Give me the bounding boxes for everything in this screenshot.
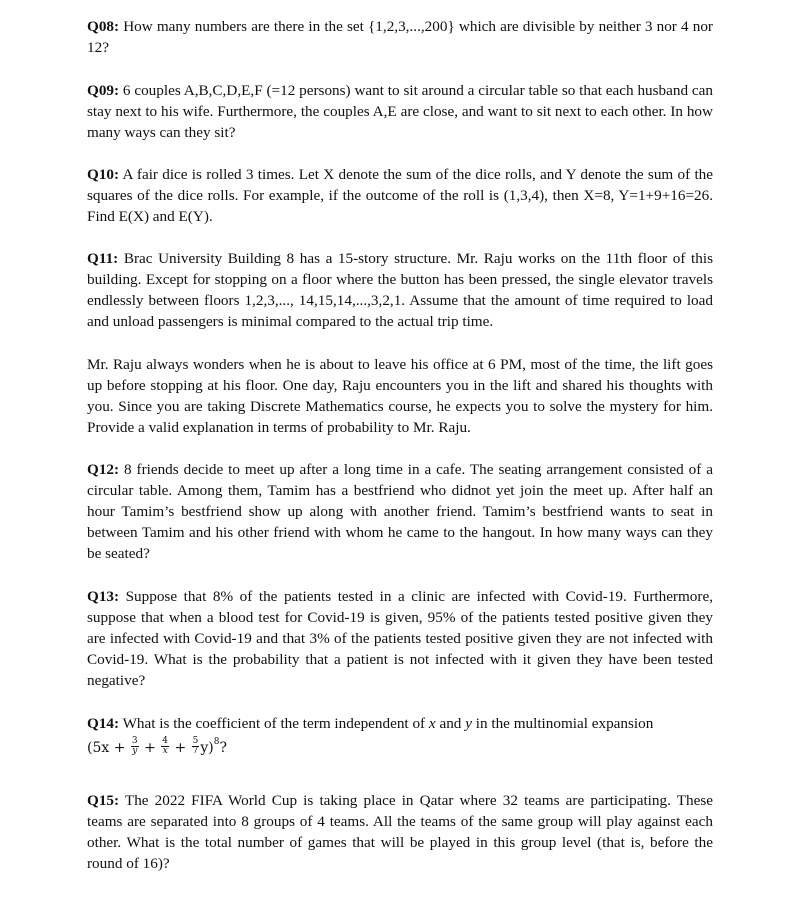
- question-number: Q11:: [87, 250, 119, 267]
- exponent: 8: [213, 737, 220, 747]
- question-q08: [87, 16, 713, 58]
- question-text: Brac University Building 8 has a 15-story structure. Mr. Raju works on the 11th floor of this building. Except for stopping on a floor where the button has been pressed, the single elevator travels endlessly between floors 1,2,3,..., 14,15,14,...,3,2,1. Assume that the amount of time required to load and unload passengers is minimal compared to the actual trip time.: [87, 250, 713, 330]
- question-text: Mr. Raju always wonders when he is about to leave his office at 6 PM, most of the time, the lift goes up before stopping at his floor. One day, Raju encounters you in the lift and shared his thoughts with you. Since you are taking Discrete Mathematics course, he expects you to solve the mystery for him. Provide a valid explanation in terms of probability to Mr. Raju.: [87, 356, 713, 436]
- question-number: Q10:: [87, 166, 120, 183]
- question-number: Q14:: [87, 715, 120, 732]
- question-number: Q13:: [87, 588, 120, 605]
- question-text: The 2022 FIFA World Cup is taking place in Qatar where 32 teams are participating. These teams are separated into 8 groups of 4 teams. All the teams of the same group will play against each other. What is the total number of games that will be played in this group level (that is, before the round of 16)?: [87, 792, 713, 872]
- question-q11-continued: [87, 354, 713, 438]
- question-text: 8 friends decide to meet up after a long time in a cafe. The seating arrangement consisted of a circular table. Among them, Tamim has a bestfriend who didnot yet join the meet up. After half an hour Tamim’s bestfriend show up along with another friend. Tamim’s bestfriend wants to seat in between Tamim and his other friend with whom he came to the hangout. In how many ways can they be seated?: [87, 461, 713, 562]
- question-number: Q15:: [87, 792, 120, 809]
- question-q12: [87, 459, 713, 564]
- question-text: A fair dice is rolled 3 times. Let X denote the sum of the dice rolls, and Y denote the sum of the squares of the dice rolls. For example, if the outcome of the roll is (1,3,4), then X=8, Y=1+9+16=26. Find E(X) and E(Y).: [87, 166, 713, 225]
- fraction-4-over-x: [161, 737, 169, 756]
- denominator: 7: [192, 746, 199, 757]
- question-text: in the multinomial expansion: [471, 715, 654, 732]
- numerator: 5: [192, 736, 199, 747]
- question-mark: ?: [219, 739, 228, 756]
- denominator: x: [162, 746, 168, 757]
- question-text: Suppose that 8% of the patients tested in a clinic are infected with Covid-19. Furthermore, suppose that when a blood test for Covid-19 is given, 95% of the patients tested positive given they are infected with Covid-19 and that 3% of the patients tested positive given they are not infected with Covid-19. What is the probability that a patient is not infected with it given they have been tested negative?: [87, 588, 713, 689]
- fraction-5-over-7: [192, 737, 200, 756]
- denominator: y: [132, 746, 138, 757]
- question-q11: [87, 248, 713, 332]
- question-q15: [87, 790, 713, 874]
- expr-open: (5x +: [87, 739, 126, 756]
- multinomial-expression: [87, 736, 228, 757]
- question-q13: [87, 586, 713, 691]
- question-number: Q08:: [87, 18, 120, 35]
- plus-sign: +: [174, 739, 187, 756]
- math-variable: y: [465, 715, 472, 732]
- numerator: 3: [131, 736, 138, 747]
- question-number: Q12:: [87, 461, 120, 478]
- numerator: 4: [162, 736, 169, 747]
- question-text: How many numbers are there in the set {1,2,3,...,200} which are divisible by neither 3 nor 4 nor 12?: [87, 18, 713, 56]
- math-variable: x: [428, 715, 436, 732]
- question-text: 6 couples A,B,C,D,E,F (=12 persons) want to sit around a circular table so that each husband can stay next to his wife. Furthermore, the couples A,E are close, and want to sit next to each other. In how many ways can they sit?: [87, 82, 713, 141]
- question-q09: [87, 80, 713, 143]
- question-number: Q09:: [87, 82, 120, 99]
- question-text: and: [435, 715, 466, 732]
- plus-sign: +: [144, 739, 156, 756]
- question-q10: [87, 164, 713, 227]
- question-text: What is the coefficient of the term independent of: [119, 715, 429, 732]
- fraction-3-over-y: [131, 737, 139, 756]
- question-q14: [87, 713, 713, 759]
- expr-close: y): [200, 739, 214, 756]
